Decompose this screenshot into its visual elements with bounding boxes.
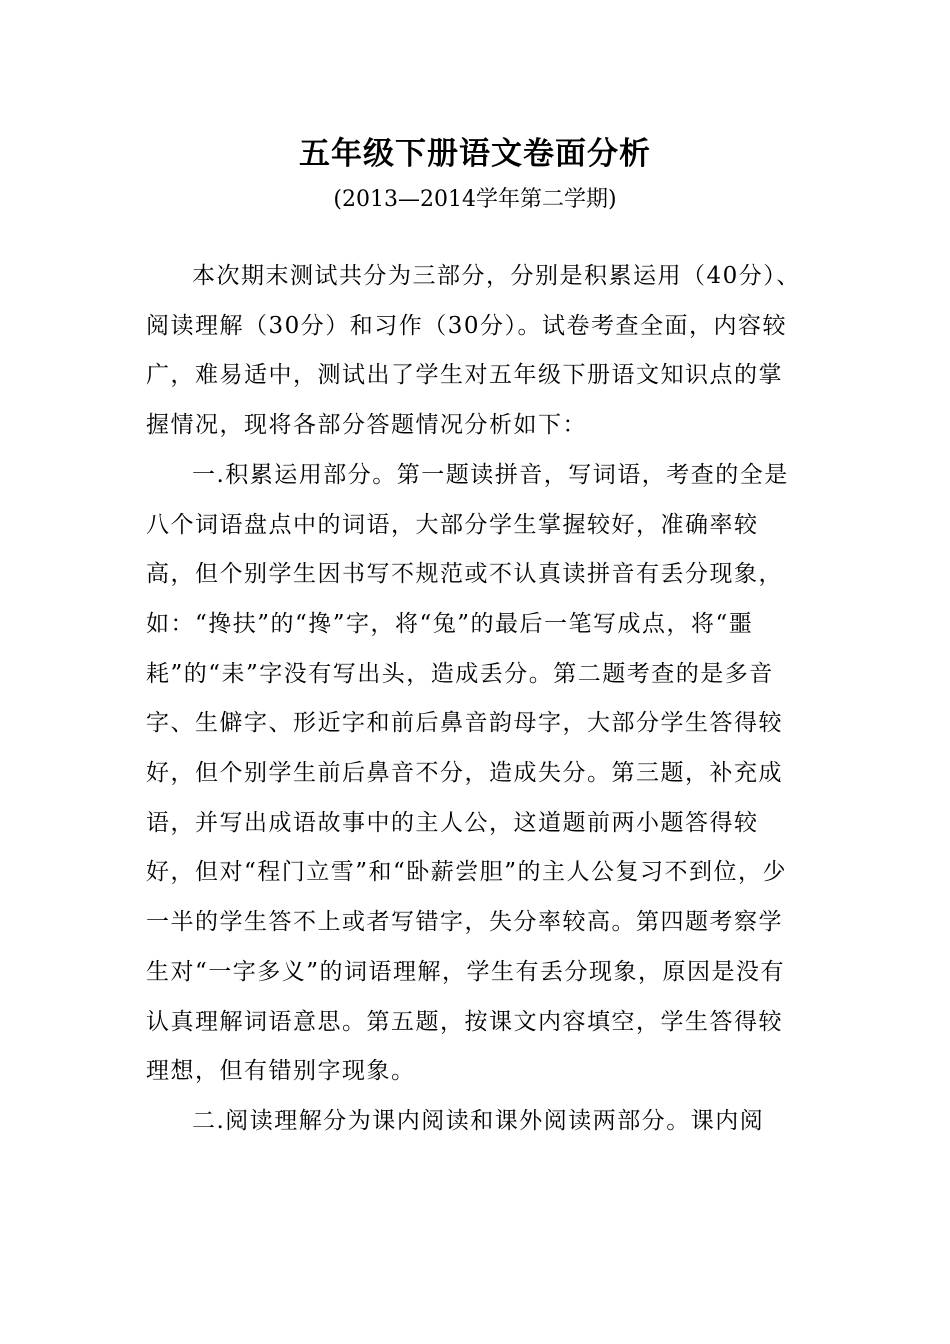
- paragraph-section-one: 一.积累运用部分。第一题读拼音，写词语，考查的全是八个词语盘点中的词语，大部分学生掌握较好，准确率较高，但个别学生因书写不规范或不认真读拼音有丢分现象，如：“搀扶”的“搀”字，将“兔”的最后一笔写成点，将“噩耗”的“耒”字没有写出头，造成丢分。第二题考查的是多音字、生僻字、形近字和前后鼻音韵母字，大部分学生答得较好，但个别学生前后鼻音不分，造成失分。第三题，补充成语，并写出成语故事中的主人公，这道题前两小题答得较好，但对“程门立雪”和“卧薪尝胆”的主人公复习不到位，少一半的学生答不上或者写错字，失分率较高。第四题考察学生对“一字多义”的词语理解，学生有丢分现象，原因是没有认真理解词语意思。第五题，按课文内容填空，学生答得较理想，但有错别字现象。: [146, 461, 789, 1085]
- paragraph-intro: 本次期末测试共分为三部分，分别是积累运用（40分）、阅读理解（30分）和习作（30分）。试卷考查全面，内容较广，难易适中，测试出了学生对五年级下册语文知识点的掌握情况，现将各部分答题情况分析如下：: [146, 263, 801, 439]
- document-subtitle: (2013—2014学年第二学期): [333, 187, 617, 212]
- paragraph-section-two: 二.阅读理解分为课内阅读和课外阅读两部分。课内阅: [192, 1107, 765, 1134]
- document-body: [146, 252, 806, 1147]
- document-title: 五年级下册语文卷面分析: [299, 136, 651, 172]
